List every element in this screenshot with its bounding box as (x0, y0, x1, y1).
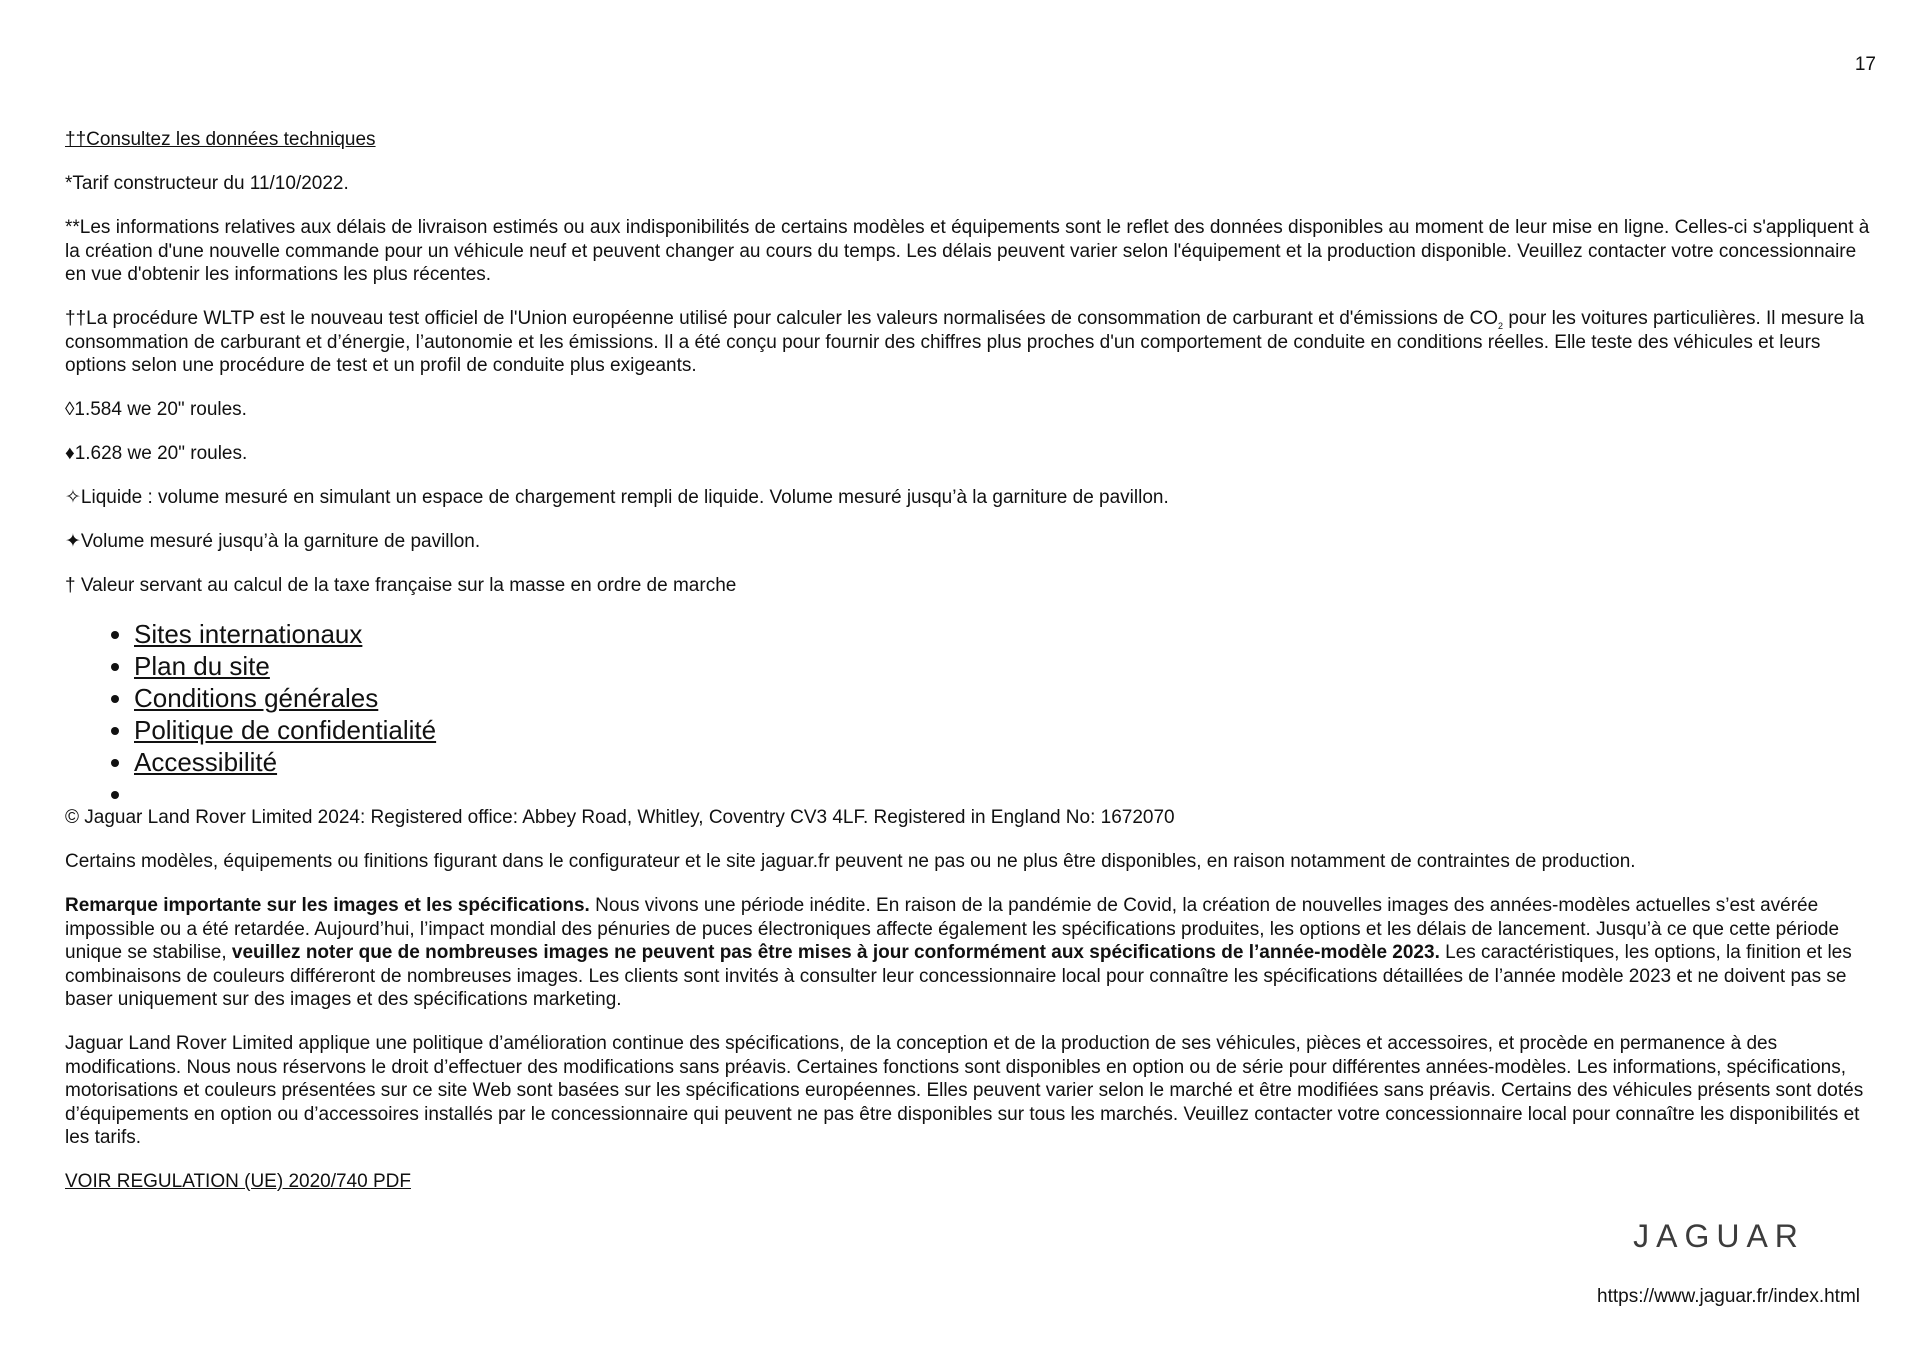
volume-note: ✦Volume mesuré jusqu’à la garniture de pavillon. (65, 531, 481, 552)
accessibilite-link[interactable]: Accessibilité (134, 747, 278, 777)
politique-confidentialite-link[interactable]: Politique de confidentialité (134, 715, 437, 745)
wltp-text-part2: pour les voitures particulières. Il mesure la consommation de carburant et d’énergie, l’autonomie et les émissions. Il a été conçu pour fournir des chiffres plus proches d'un comportement de conduite en conditions réelles. Elle teste des véhicules et leurs options selon une procédure de test et un profil de conduite plus exigeants. (65, 308, 1865, 376)
wltp-subscript: 2 (1498, 320, 1504, 331)
footer-link-item (134, 746, 1875, 778)
footer-links-list (65, 618, 1875, 810)
page-url: https://www.jaguar.fr/index.html (1597, 1286, 1860, 1307)
footer-link-item (134, 714, 1875, 746)
sites-internationaux-link[interactable]: Sites internationaux (134, 619, 363, 649)
tarif-note: *Tarif constructeur du 11/10/2022. (65, 173, 349, 194)
footer-link-item (134, 650, 1875, 682)
footer-link-item (134, 618, 1875, 650)
tech-data-link[interactable]: ††Consultez les données techniques (65, 129, 376, 150)
conditions-generales-link[interactable]: Conditions générales (134, 683, 379, 713)
remark-title: Remarque importante sur les images et les spécifications. (65, 895, 590, 916)
jaguar-logo (1579, 1219, 1859, 1251)
remark-bold-middle: veuillez noter que de nombreuses images ne peuvent pas être mises à jour conformément aux spécifications de l’année-modèle 2023. (231, 942, 1440, 963)
policy-paragraph: Jaguar Land Rover Limited applique une politique d’amélioration continue des spécifications, de la conception et de la production de ses véhicules, pièces et accessoires, et procède en permanence à des modifications. Nous nous réservons le droit d’effectuer des modifications sans préavis. Certaines fonctions sont disponibles en option ou de série pour différentes années-modèles. Les informations, spécifications, motorisations et couleurs présentées sur ce site Web sont basées sur les spécifications européennes. Elles peuvent varier selon le marché et être modifiées sans préavis. Certains des véhicules présents sont dotés d’équipements en option ou d’accessoires installés par le concessionnaire qui peuvent ne pas être disponibles sur tous les marchés. Veuillez contacter votre concessionnaire local pour connaître les disponibilités et les tarifs. (65, 1033, 1864, 1148)
wltp-note (65, 307, 1875, 378)
document-content (65, 128, 1875, 1214)
copyright: © Jaguar Land Rover Limited 2024: Registered office: Abbey Road, Whitley, Coventry CV3 4LF. Registered in England No: 1672070 (65, 807, 1175, 828)
delivery-note: **Les informations relatives aux délais de livraison estimés ou aux indisponibilités de certains modèles et équipements sont le reflet des données disponibles au moment de leur mise en ligne. Celles-ci s'appliquent à la création d'une nouvelle commande pour un véhicule neuf et peuvent changer au cours du temps. Les délais peuvent varier selon l'équipement et la production disponible. Veuillez contacter votre concessionnaire en vue d'obtenir les informations les plus récentes. (65, 217, 1870, 285)
tax-note: † Valeur servant au calcul de la taxe française sur la masse en ordre de marche (65, 575, 737, 596)
remark-text-2: Les caractéristiques, les options, la finition et les combinaisons de couleurs différeront de nombreuses images. Les clients sont invités à consulter leur concessionnaire local pour connaître les spécifications détaillées de l’année modèle 2023 et ne doivent pas se baser uniquement sur des images et des spécifications marketing. (65, 942, 1852, 1010)
regulation-pdf-link[interactable]: VOIR REGULATION (UE) 2020/740 PDF (65, 1171, 411, 1192)
page-number: 17 (1854, 54, 1876, 75)
availability-notice: Certains modèles, équipements ou finitions figurant dans le configurateur et le site jaguar.fr peuvent ne pas ou ne plus être disponibles, en raison notamment de contraintes de production. (65, 851, 1636, 872)
regulation-paragraph (65, 1170, 1875, 1194)
wheels-1584-note: ◊1.584 we 20" roules. (65, 399, 247, 420)
plan-du-site-link[interactable]: Plan du site (134, 651, 270, 681)
wheels-1628-note: ♦1.628 we 20" roules. (65, 443, 248, 464)
jaguar-logo-text: JAGUAR (1633, 1219, 1805, 1251)
wltp-text-part1: ††La procédure WLTP est le nouveau test officiel de l'Union européenne utilisé pour calculer les valeurs normalisées de consommation de carburant et d'émissions de CO (65, 308, 1499, 329)
remark-text-1: Nous vivons une période inédite. En raison de la pandémie de Covid, la création de nouvelles images des années-modèles actuelles s’est avérée impossible ou a été retardée. Aujourd’hui, l’impact mondial des pénuries de puces électroniques affecte également les spécifications produites, les options et les délais de lancement. Jusqu’à ce que cette période unique se stabilise, (65, 895, 1840, 963)
tech-data-paragraph (65, 128, 1875, 152)
liquid-volume-note: ✧Liquide : volume mesuré en simulant un espace de chargement rempli de liquide. Volume mesuré jusqu’à la garniture de pavillon. (65, 487, 1169, 508)
remark-paragraph (65, 894, 1875, 1012)
footer-link-item (134, 682, 1875, 714)
